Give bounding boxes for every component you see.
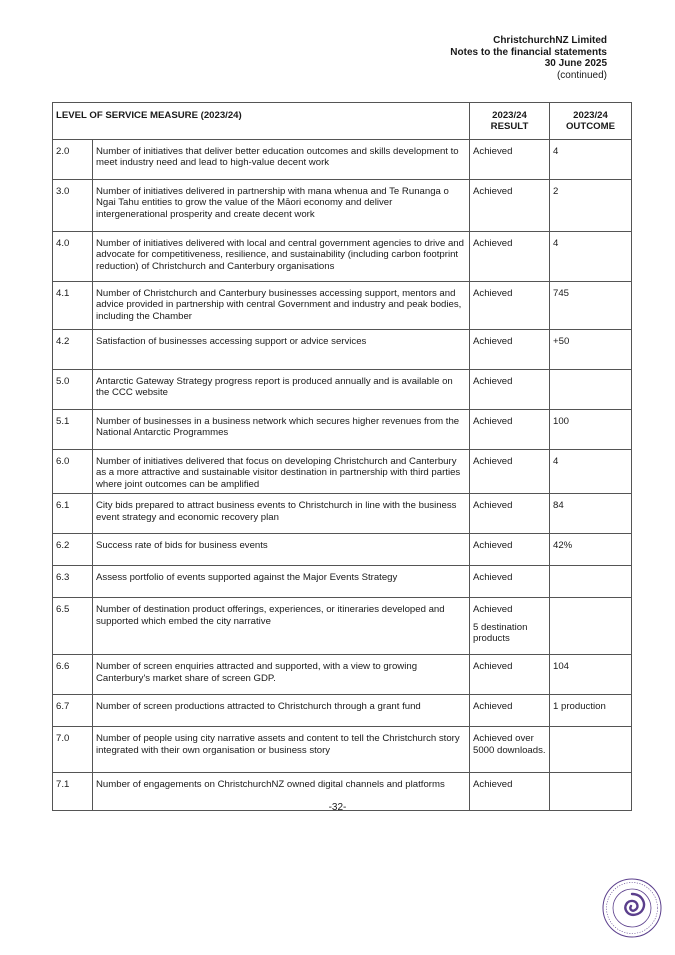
measure-number: 7.0 [53,727,93,773]
measure-description: Number of initiatives delivered in partnership with mana whenua and Te Runanga o Ngai Tahu entities to grow the value of the Māori economy and deliver intergenerational prosperity and create decent work [93,180,470,232]
measure-number: 5.1 [53,410,93,450]
result-cell [470,140,550,180]
measure-number: 6.1 [53,494,93,534]
outcome-value: 745 [550,282,632,330]
table-row [53,534,632,566]
measure-number: 4.0 [53,232,93,282]
result-value: Achieved [473,146,513,157]
result-cell [470,534,550,566]
result-detail: 5 destination products [473,621,528,645]
report-date: 30 June 2025 [544,58,607,69]
measure-number: 6.7 [53,695,93,727]
table-row [53,598,632,655]
measure-number: 6.0 [53,450,93,494]
table-row [53,450,632,494]
result-cell [470,494,550,534]
result-value: Achieved [473,376,513,387]
outcome-value: 84 [550,494,632,534]
table-row [53,330,632,370]
measure-description: Number of screen enquiries attracted and supported, with a view to growing Canterbury's market share of screen GDP. [93,655,470,695]
company-name: ChristchurchNZ Limited [493,35,607,46]
outcome-value: 42% [550,534,632,566]
table-row [53,695,632,727]
result-value: Achieved [473,416,513,427]
result-value: Achieved [473,572,513,584]
table-row [53,180,632,232]
table-row [53,282,632,330]
measure-number: 4.2 [53,330,93,370]
measure-description: Number of initiatives that deliver better education outcomes and skills development to meet industry need and lead to high-value decent work [93,140,470,180]
result-cell [470,180,550,232]
outcome-value: 4 [550,140,632,180]
result-cell [470,410,550,450]
result-value: Achieved [473,604,513,616]
measure-description: City bids prepared to attract business events to Christchurch in line with the business event strategy and economic recovery plan [93,494,470,534]
measure-description: Satisfaction of businesses accessing support or advice services [93,330,470,370]
measure-description: Number of screen productions attracted to Christchurch through a grant fund [93,695,470,727]
result-value: Achieved [473,701,513,713]
measure-description: Number of initiatives delivered with local and central government agencies to drive and advocate for competitiveness, resilience, and sustainability (including carbon footprint reduction) of Christchurch and Canterbury organisations [93,232,470,282]
table-body [53,140,632,811]
measure-number: 7.1 [53,773,93,811]
measure-number: 4.1 [53,282,93,330]
result-cell [470,598,550,655]
measure-description: Number of Christchurch and Canterbury businesses accessing support, mentors and advice provided in partnership with central Government and industry and peak bodies, including the Chamber [93,282,470,330]
table-row [53,566,632,598]
outcome-value: 1 production [550,695,632,727]
result-cell [470,330,550,370]
result-value: Achieved [473,500,513,512]
outcome-value: +50 [550,330,632,370]
outcome-value: 4 [550,232,632,282]
result-value: Achieved [473,540,513,552]
level-of-service-table [52,102,632,811]
outcome-value [550,566,632,598]
result-cell [470,370,550,410]
measure-number: 6.3 [53,566,93,598]
result-value: Achieved [473,779,513,791]
measure-description: Number of engagements on ChristchurchNZ owned digital channels and platforms [93,773,470,811]
outcome-value [550,370,632,410]
table-row [53,370,632,410]
measure-number: 5.0 [53,370,93,410]
result-value: Achieved [473,288,513,299]
measure-number: 3.0 [53,180,93,232]
result-value: Achieved [473,661,513,673]
result-cell [470,450,550,494]
measure-description: Success rate of bids for business events [93,534,470,566]
notes-title: Notes to the financial statements [450,46,607,58]
outcome-column-header: 2023/24 OUTCOME [550,103,632,140]
table-row [53,655,632,695]
result-cell [470,232,550,282]
outcome-value: 100 [550,410,632,450]
measure-number: 6.5 [53,598,93,655]
table-row [53,410,632,450]
measure-column-header: LEVEL OF SERVICE MEASURE (2023/24) [53,103,470,140]
table-row [53,232,632,282]
table-row [53,494,632,534]
result-column-header: 2023/24 RESULT [470,103,550,140]
measure-description: Number of initiatives delivered that focus on developing Christchurch and Canterbury as a more attractive and sustainable visitor destination in partnership with third parties where joint outcomes can be amplified [93,450,470,494]
page-number: -32- [328,802,347,813]
measure-description: Assess portfolio of events supported against the Major Events Strategy [93,566,470,598]
outcome-value: 4 [550,450,632,494]
result-value: Achieved [473,186,513,197]
measure-number: 6.6 [53,655,93,695]
measure-description: Number of businesses in a business network which secures higher revenues from the National Antarctic Programmes [93,410,470,450]
result-value: Achieved over 5000 downloads. [473,733,546,756]
table-header-row [53,103,632,140]
table-row [53,140,632,180]
measure-description: Antarctic Gateway Strategy progress report is produced annually and is available on the CCC website [93,370,470,410]
outcome-value [550,598,632,655]
result-cell [470,282,550,330]
outcome-value: 2 [550,180,632,232]
outcome-value [550,727,632,773]
measure-description: Number of people using city narrative assets and content to tell the Christchurch story integrated with their own organisation or business story [93,727,470,773]
result-value: Achieved [473,336,513,347]
outcome-value: 104 [550,655,632,695]
measure-number: 6.2 [53,534,93,566]
result-value: Achieved [473,238,513,249]
result-cell [470,655,550,695]
continued-label: (continued) [556,69,607,81]
result-cell [470,695,550,727]
measure-description: Number of destination product offerings, experiences, or itineraries developed and supported which embed the city narrative [93,598,470,655]
result-cell [470,727,550,773]
christchurchnz-seal-logo [601,877,663,939]
measure-number: 2.0 [53,140,93,180]
table-row [53,727,632,773]
result-value: Achieved [473,456,513,467]
page-header [450,35,607,81]
result-cell [470,566,550,598]
